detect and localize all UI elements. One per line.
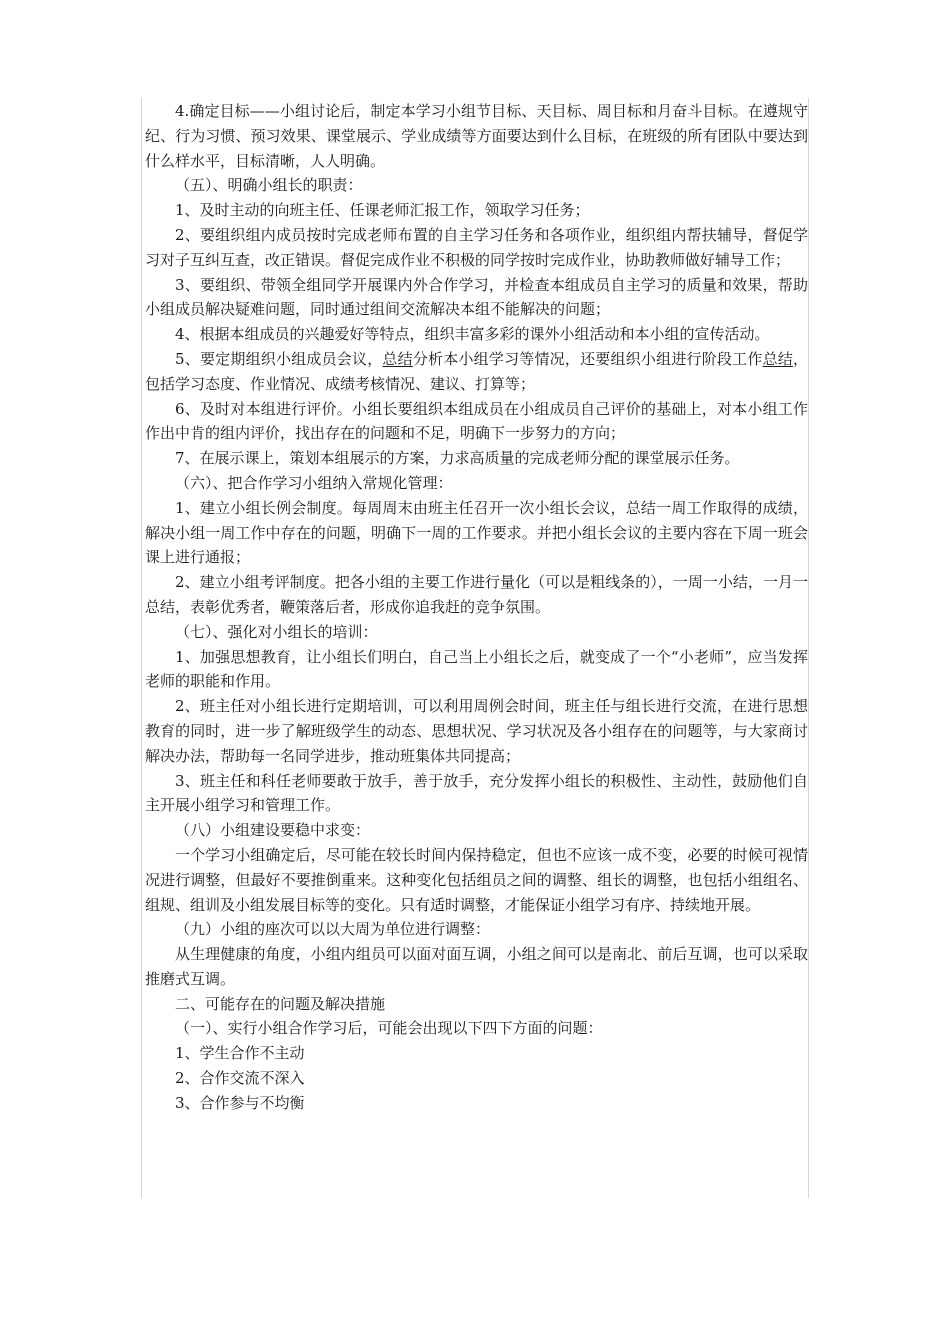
paragraph-seat-rotation: 从生理健康的角度，小组内组员可以面对面互调，小组之间可以是南北、前后互调，也可以采取推磨式互调。 xyxy=(145,945,808,988)
heading-leader-duties: （五）、明确小组长的职责： xyxy=(175,176,363,195)
heading-stable-change: （八）小组建设要稳中求变： xyxy=(175,821,371,840)
heading-routine-management: （六）、把合作学习小组纳入常规化管理： xyxy=(175,473,453,492)
training-item-2: 2、班主任对小组长进行定期培训，可以利用周例会时间，班主任与组长进行交流，在进行思想教育的同时，进一步了解班级学生的动态、思想状况、学习状况及各小组存在的问题等，与大家商讨解决办法，帮助每一名同学进步，推动班集体共同提高； xyxy=(145,697,808,765)
duty-item-6: 6、及时对本组进行评价。小组长要组织本组成员在小组成员自己评价的基础上，对本小组工作作出中肯的组内评价，找出存在的问题和不足，明确下一步努力的方向； xyxy=(145,399,808,443)
section-heading-problems: 二、可能存在的问题及解决措施 xyxy=(175,994,386,1013)
training-item-3: 3、班主任和科任老师要敢于放手，善于放手，充分发挥小组长的积极性、主动性，鼓励他们自主开展小组学习和管理工作。 xyxy=(145,771,808,815)
duty-item-7: 7、在展示课上，策划本组展示的方案，力求高质量的完成老师分配的课堂展示任务。 xyxy=(175,449,740,468)
paragraph-set-goals: 4.确定目标——小组讨论后，制定本学习小组节目标、天目标、周目标和月奋斗目标。在遵规守纪、行为习惯、预习效果、课堂展示、学业成绩等方面要达到什么目标，在班级的所有团队中要达到什么样水平，目标清晰，人人明确。 xyxy=(145,102,808,170)
training-item-1: 1、加强思想教育，让小组长们明白，自己当上小组长之后，就变成了一个“小老师”，应当发挥老师的职能和作用。 xyxy=(145,647,808,691)
summary-link-term[interactable]: 总结 xyxy=(762,349,793,368)
page-frame-left-rule xyxy=(141,98,142,1198)
duty-item-1: 1、及时主动的向班主任、任课老师汇报工作，领取学习任务； xyxy=(175,201,590,220)
duty-item-2: 2、要组织组内成员按时完成老师布置的自主学习任务和各项作业，组织组内帮扶辅导，督促学习对子互纠互查，改正错误。督促完成作业不积极的同学按时完成作业，协助教师做好辅导工作； xyxy=(145,225,808,269)
heading-seat-rotation: （九）小组的座次可以以大周为单位进行调整： xyxy=(175,920,491,939)
duty-item-5-part-c: ，包括学习态度、作业情况、成绩考核情况、建议、打算等； xyxy=(145,349,808,393)
duty-item-5-part-a: 5、要定期组织小组成员会议， xyxy=(175,349,383,368)
problem-item-1: 1、学生合作不主动 xyxy=(175,1044,305,1063)
duty-item-5-part-b: 分析本小组学习等情况，还要组织小组进行阶段工作 xyxy=(412,349,763,368)
management-item-1: 1、建立小组长例会制度。每周周末由班主任召开一次小组长会议，总结一周工作取得的成绩，解决小组一周工作中存在的问题，明确下一周的工作要求。并把小组长会议的主要内容在下周一班会课上进行通报； xyxy=(145,498,808,567)
duty-item-4: 4、根据本组成员的兴趣爱好等特点，组织丰富多彩的课外小组活动和本小组的宣传活动。 xyxy=(175,325,770,344)
paragraph-stable-change: 一个学习小组确定后，尽可能在较长时间内保持稳定，但也不应该一成不变，必要的时候可视情况进行调整，但最好不要推倒重来。这种变化包括组员之间的调整、组长的调整，也包括小组组名、组规、组训及小组发展目标等的变化。只有适时调整，才能保证小组学习有序、持续地开展。 xyxy=(145,845,808,914)
problem-item-2: 2、合作交流不深入 xyxy=(175,1069,305,1088)
management-item-2: 2、建立小组考评制度。把各小组的主要工作进行量化（可以是粗线条的），一周一小结，一月一总结，表彰优秀者，鞭策落后者，形成你追我赶的竞争氛围。 xyxy=(145,573,808,616)
page-frame-right-rule xyxy=(808,98,809,1198)
duty-item-5 xyxy=(145,347,808,397)
duty-item-3: 3、要组织、带领全组同学开展课内外合作学习，并检查本组成员自主学习的质量和效果，帮助小组成员解决疑难问题，同时通过组间交流解决本组不能解决的问题； xyxy=(145,275,808,319)
summary-link-term[interactable]: 总结 xyxy=(382,349,413,368)
heading-possible-problems: （一）、实行小组合作学习后，可能会出现以下四下方面的问题： xyxy=(175,1019,603,1038)
problem-item-3: 3、合作参与不均衡 xyxy=(175,1093,305,1112)
document-body xyxy=(145,99,808,1116)
heading-leader-training: （七）、强化对小组长的培训： xyxy=(175,622,378,641)
